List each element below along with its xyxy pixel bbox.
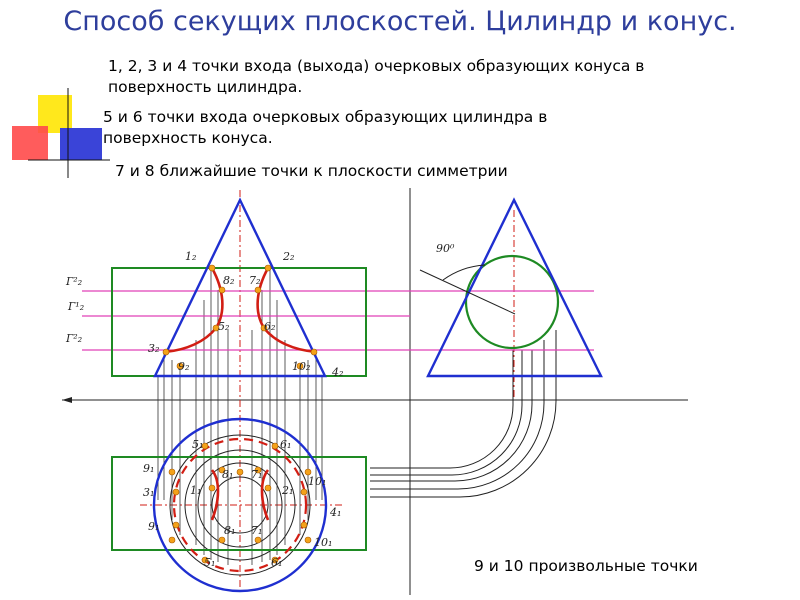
angle-line xyxy=(420,270,515,314)
label-9-1-bottom: 9₁ xyxy=(148,520,160,533)
label-5-1-top: 5₁ xyxy=(192,438,204,451)
note-entry-points: 1, 2, 3 и 4 точки входа (выхода) очерковых образующих конуса в поверхность цилиндра. xyxy=(108,57,645,96)
label-5-2: 5₂ xyxy=(218,320,230,333)
label-3-1: 3₁ xyxy=(143,486,155,499)
label-9-1-top: 9₁ xyxy=(143,462,155,475)
label-plane-g1: Г¹₂ xyxy=(68,300,85,313)
label-10-1-bottom: 10₁ xyxy=(314,536,333,549)
note-nearest-points: 7 и 8 ближайшие точки к плоскости симметрии xyxy=(115,162,508,180)
label-6-2: 6₂ xyxy=(264,320,276,333)
label-8-1-top: 8₁ xyxy=(222,468,234,481)
connecting-arcs xyxy=(370,330,556,497)
label-8-2: 8₂ xyxy=(223,274,235,287)
label-10-2: 10₂ xyxy=(292,360,311,373)
axis-arrow-icon xyxy=(62,397,72,403)
label-plane-g2-bottom: Г²₂ xyxy=(66,332,83,345)
label-1-2: 1₂ xyxy=(185,250,197,263)
label-4-2: 4₂ xyxy=(332,366,344,379)
label-1-1: 1₁ xyxy=(190,484,202,497)
label-3-2: 3₂ xyxy=(148,342,160,355)
label-2-2: 2₂ xyxy=(283,250,295,263)
label-angle: 90⁰ xyxy=(436,242,455,255)
label-6-1-top: 6₁ xyxy=(280,438,292,451)
label-7-1-top: 7₁ xyxy=(251,468,263,481)
cylinder-front-view xyxy=(112,268,366,376)
page-title: Способ секущих плоскостей. Цилиндр и конус. xyxy=(63,6,737,37)
label-9-2: 9₂ xyxy=(178,360,190,373)
note-cylinder-points: 5 и 6 точки входа очерковых образующих цилиндра в поверхность конуса. xyxy=(103,108,548,147)
label-6-1-bottom: 6₁ xyxy=(271,556,283,569)
label-2-1: 2₁ xyxy=(282,484,294,497)
label-10-1-top: 10₁ xyxy=(308,475,327,488)
label-7-2: 7₂ xyxy=(249,274,261,287)
label-8-1-bottom: 8₁ xyxy=(224,524,236,537)
label-4-1: 4₁ xyxy=(330,506,342,519)
label-plane-g2-top: Г²₂ xyxy=(66,275,83,288)
label-7-1-bottom: 7₁ xyxy=(251,524,263,537)
note-arbitrary-points: 9 и 10 произвольные точки xyxy=(474,557,698,575)
label-5-1-bottom: 5₁ xyxy=(204,556,216,569)
